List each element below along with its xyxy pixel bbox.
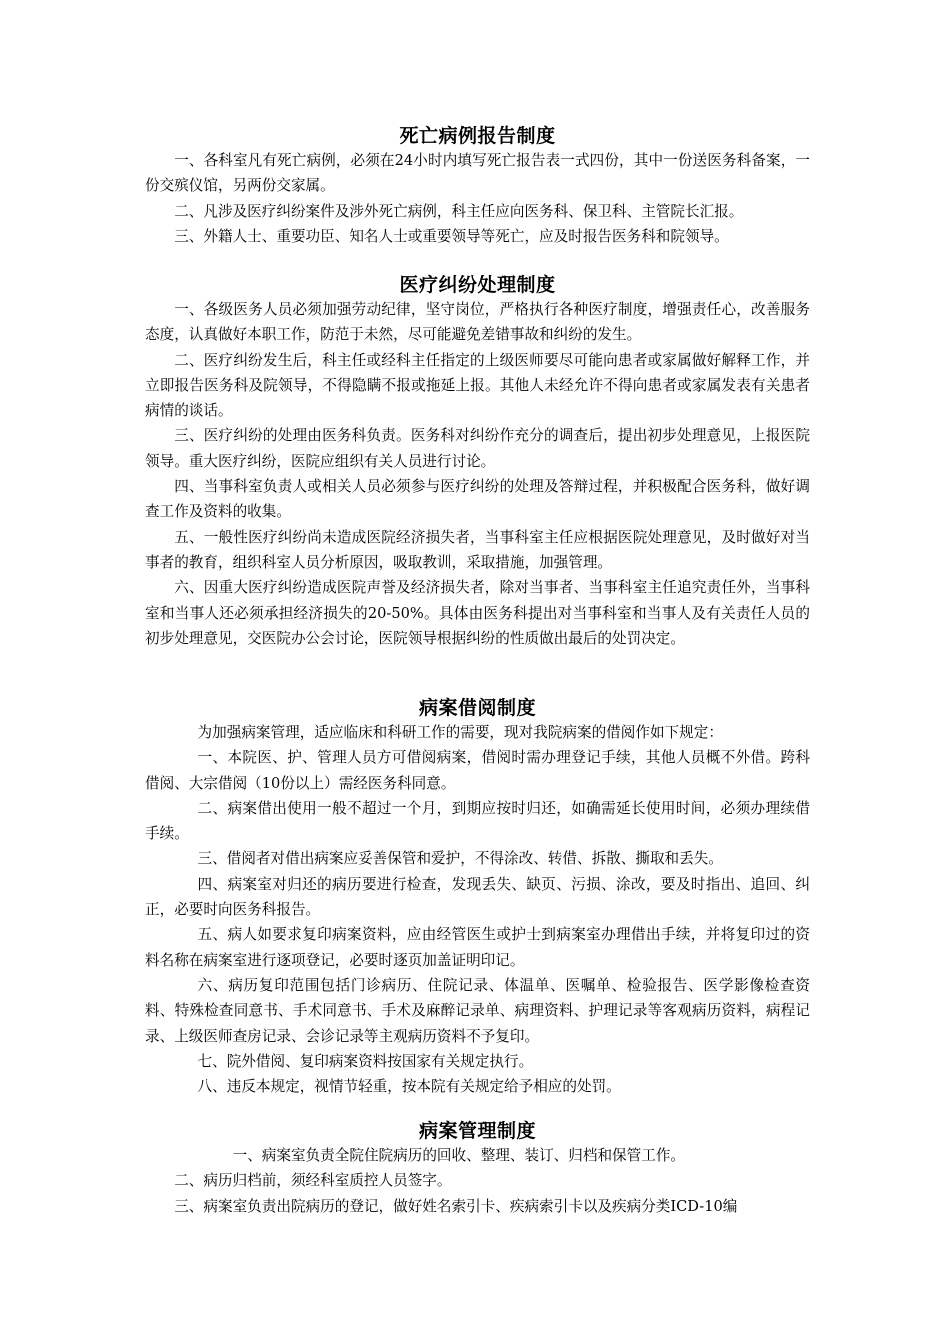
paragraph: 二、病案借出使用一般不超过一个月，到期应按时归还，如确需延长使用时间，必须办理续借手续。 (145, 799, 810, 843)
paragraph: 二、病历归档前，须经科室质控人员签字。 (174, 1172, 452, 1190)
section-record-borrowing (145, 696, 810, 1099)
section-title: 医疗纠纷处理制度 (399, 274, 556, 296)
paragraph: 八、违反本规定，视情节轻重，按本院有关规定给予相应的处罚。 (197, 1078, 621, 1096)
paragraph: 五、病人如要求复印病案资料，应由经管医生或护士到病案室办理借出手续，并将复印过的资料名称在病案室进行逐项登记，必要时逐页加盖证明印记。 (145, 926, 810, 969)
paragraph: 四、病案室对归还的病历要进行检查，发现丢失、缺页、污损、涂改，要及时指出、追回、纠正，必要时向医务科报告。 (145, 875, 810, 919)
paragraph: 一、各科室凡有死亡病例，必须在24小时内填写死亡报告表一式四份，其中一份送医务科备案，一份交殡仪馆，另两份交家属。 (145, 152, 810, 195)
paragraph: 二、医疗纠纷发生后，科主任或经科主任指定的上级医师要尽可能向患者或家属做好解释工作，并立即报告医务科及院领导，不得隐瞒不报或拖延上报。其他人未经允许不得向患者或家属发表有关患者病情的谈话。 (145, 351, 810, 420)
section-title: 病案管理制度 (418, 1120, 536, 1142)
paragraph: 五、一般性医疗纠纷尚未造成医院经济损失者，当事科室主任应根据医院处理意见，及时做好对当事者的教育，组织科室人员分析原因，吸取教训，采取措施，加强管理。 (145, 528, 810, 571)
paragraph: 六、因重大医疗纠纷造成医院声誉及经济损失者，除对当事者、当事科室主任追究责任外，当事科室和当事人还必须承担经济损失的20-50%。具体由医务科提出对当事科室和当事人及有关责任人员的初步处理意见，交医院办公会讨论，医院领导根据纠纷的性质做出最后的处罚决定。 (145, 579, 810, 647)
section-death-report (145, 124, 810, 249)
paragraph: 为加强病案管理，适应临床和科研工作的需要，现对我院病案的借阅作如下规定： (197, 724, 723, 741)
paragraph: 三、病案室负责出院病历的登记，做好姓名索引卡、疾病索引卡以及疾病分类ICD-10编 (174, 1197, 738, 1215)
section-record-management (145, 1119, 810, 1219)
paragraph: 三、医疗纠纷的处理由医务科负责。医务科对纠纷作充分的调查后，提出初步处理意见，上报医院领导。重大医疗纠纷，医院应组织有关人员进行讨论。 (145, 427, 810, 470)
paragraph: 七、院外借阅、复印病案资料按国家有关规定执行。 (197, 1052, 534, 1070)
section-title: 死亡病例报告制度 (399, 125, 556, 147)
paragraph: 六、病历复印范围包括门诊病历、住院记录、体温单、医嘱单、检验报告、医学影像检查资料、特殊检查同意书、手术同意书、手术及麻醉记录单、病理资料、护理记录等客观病历资料，病程记录、上级医师查房记录、会诊记录等主观病历资料不予复印。 (145, 976, 810, 1045)
section-dispute-handling (145, 273, 810, 651)
paragraph: 三、外籍人士、重要功臣、知名人士或重要领导等死亡，应及时报告医务科和院领导。 (174, 227, 729, 245)
paragraph: 三、借阅者对借出病案应妥善保管和爱护，不得涂改、转借、拆散、撕取和丢失。 (197, 850, 723, 868)
paragraph: 一、病案室负责全院住院病历的回收、整理、装订、归档和保管工作。 (232, 1147, 686, 1164)
paragraph: 一、本院医、护、管理人员方可借阅病案，借阅时需办理登记手续，其他人员概不外借。跨科借阅、大宗借阅（10份以上）需经医务科同意。 (145, 749, 810, 792)
paragraph: 四、当事科室负责人或相关人员必须参与医疗纠纷的处理及答辩过程，并积极配合医务科，做好调查工作及资料的收集。 (145, 478, 810, 521)
section-title: 病案借阅制度 (418, 697, 536, 719)
paragraph: 二、凡涉及医疗纠纷案件及涉外死亡病例，科主任应向医务科、保卫科、主管院长汇报。 (174, 202, 744, 220)
paragraph: 一、各级医务人员必须加强劳动纪律，坚守岗位，严格执行各种医疗制度，增强责任心，改善服务态度，认真做好本职工作，防范于未然，尽可能避免差错事故和纠纷的发生。 (145, 301, 810, 344)
